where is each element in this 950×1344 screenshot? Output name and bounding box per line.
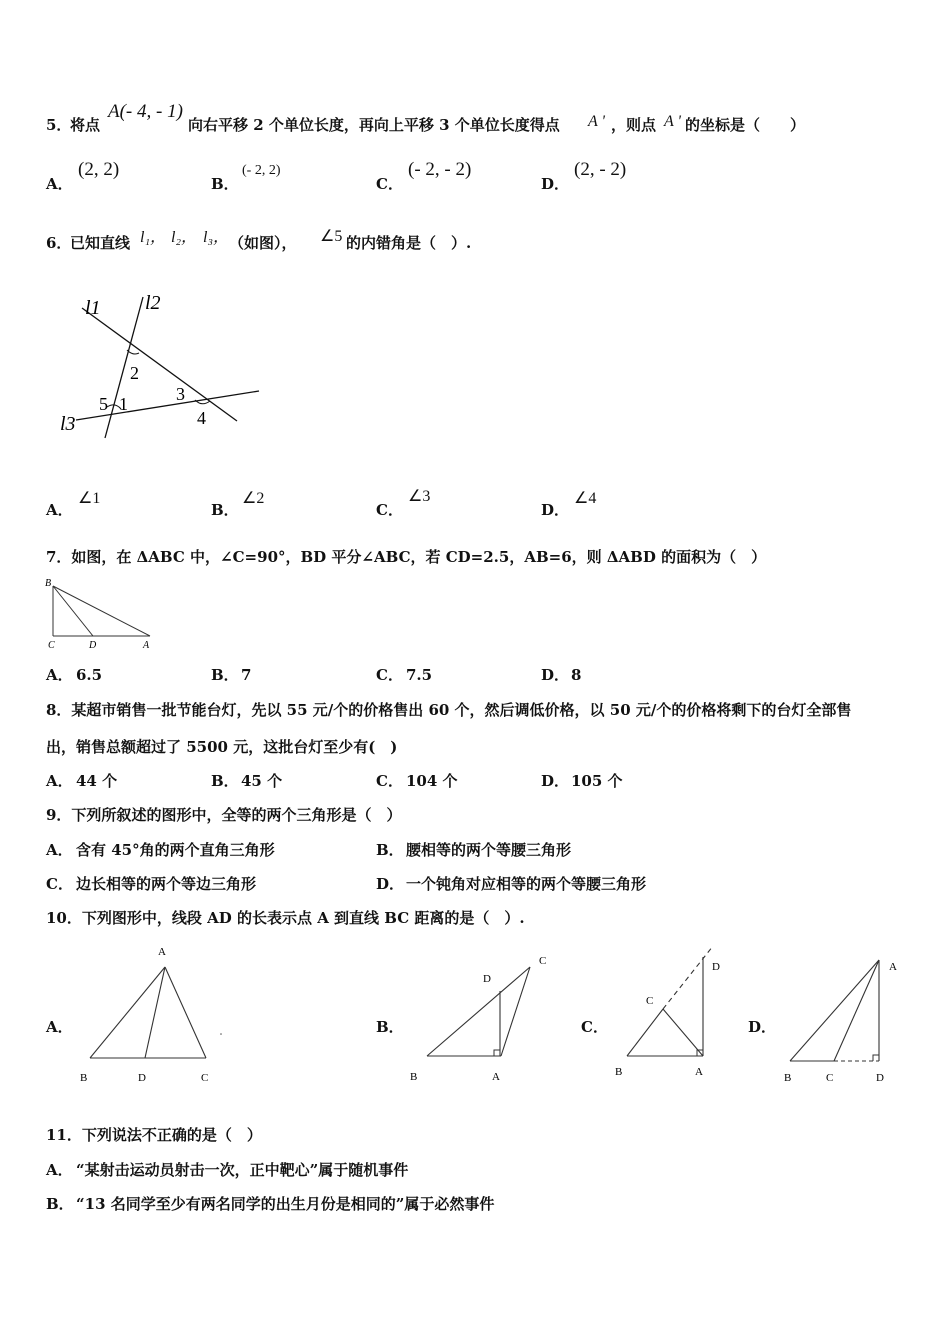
- q7-option-a-label: A．: [46, 666, 73, 684]
- q11-option-a-label: A．: [46, 1161, 73, 1179]
- q7-figure: [40, 575, 160, 651]
- q10c-label-d: D: [712, 961, 720, 973]
- label-l1: l1: [85, 297, 101, 319]
- q5-point-a: A(- 4, - 1): [108, 101, 183, 122]
- q10a-label-d: D: [138, 1072, 146, 1084]
- q7-option-d-label: D．: [541, 666, 570, 684]
- q9-option-a-value: 含有 45°角的两个直角三角形: [76, 841, 275, 859]
- q6-line-l3: l₃，: [203, 229, 230, 246]
- q10-option-c-label: C．: [581, 1018, 608, 1036]
- q7-option-b-label: B．: [211, 666, 239, 684]
- q6-option-b-value: ∠2: [242, 490, 265, 507]
- q9-option-a-label: A．: [46, 841, 73, 859]
- label-2: 2: [130, 363, 139, 383]
- q7-option-b-value: 7: [241, 666, 252, 684]
- q8-line-1: 8．某超市销售一批节能台灯，先以 55 元/个的价格售出 60 个，然后调低价格，以 50 元/个的价格将剩下的台灯全部售: [46, 701, 852, 719]
- q10-option-b-label: B．: [376, 1018, 404, 1036]
- q5-option-d-value: (2, - 2): [574, 159, 627, 180]
- q7-text: 7．如图，在 ΔABC 中，∠C=90°，BD 平分∠ABC，若 CD=2.5，AB=6，则 ΔABD 的面积为（ ）: [46, 548, 767, 566]
- q8-option-a-value: 44 个: [76, 772, 118, 790]
- q8-option-b-value: 45 个: [241, 772, 283, 790]
- q7-label-a: A: [143, 640, 150, 651]
- q10d-label-c: C: [826, 1072, 834, 1084]
- q5-text-4: 的坐标是（ ）: [685, 116, 806, 134]
- q6-text-1: 已知直线: [70, 234, 131, 252]
- q10d-label-b: B: [784, 1072, 792, 1084]
- q5-text-1: 将点: [70, 116, 101, 134]
- label-l3: l3: [60, 413, 76, 435]
- q8-option-c-label: C．: [376, 772, 403, 790]
- q6-figure: [55, 288, 265, 443]
- q10d-label-a: A: [889, 961, 897, 973]
- q6-option-a-value: ∠1: [78, 490, 101, 507]
- q10-figure-a: [75, 940, 235, 1088]
- q10-option-a-label: A．: [46, 1018, 73, 1036]
- q10c-label-a: A: [695, 1066, 703, 1078]
- q10d-label-d: D: [876, 1072, 884, 1084]
- q8-option-b-label: B．: [211, 772, 239, 790]
- q8-option-a-label: A．: [46, 772, 73, 790]
- q8-option-d-label: D．: [541, 772, 570, 790]
- q9-option-c-label: C．: [46, 875, 73, 893]
- q6-angle-5: ∠5: [320, 228, 343, 245]
- q5-option-b-value: (- 2, 2): [242, 163, 281, 178]
- q7-option-d-value: 8: [571, 666, 582, 684]
- q5-a-prime-1: A ': [588, 113, 605, 130]
- q5-option-b-label: B．: [211, 175, 239, 193]
- q5-a-prime-2: A ': [664, 113, 681, 130]
- q10-figure-c: [610, 940, 740, 1088]
- q7-label-d: D: [89, 640, 97, 651]
- q11-text: 11．下列说法不正确的是（ ）: [46, 1126, 262, 1144]
- q9-option-c-value: 边长相等的两个等边三角形: [76, 875, 257, 893]
- q6-line-l1: l₁，: [140, 229, 167, 246]
- q9-option-d-label: D．: [376, 875, 405, 893]
- label-5: 5: [99, 394, 108, 414]
- q7-label-b: B: [45, 578, 52, 589]
- q7-option-c-label: C．: [376, 666, 403, 684]
- q5-text-3: ，则点: [611, 116, 657, 134]
- q6-option-b-label: B．: [211, 501, 239, 519]
- q7-option-c-value: 7.5: [406, 666, 433, 684]
- q8-line-2: 出，销售总额超过了 5500 元，这批台灯至少有( ): [46, 738, 398, 756]
- q10a-label-b: B: [80, 1072, 88, 1084]
- q11-option-a-value: “某射击运动员射击一次，正中靶心”属于随机事件: [76, 1161, 409, 1179]
- q5-text-2: 向右平移 2 个单位长度，再向上平移 3 个单位长度得点: [188, 116, 560, 134]
- q5-option-a-label: A．: [46, 175, 73, 193]
- q10b-label-a: A: [492, 1071, 500, 1083]
- label-3: 3: [176, 384, 185, 404]
- q5-number: 5．: [46, 116, 72, 134]
- q10c-label-c: C: [646, 995, 654, 1007]
- q5-option-c-value: (- 2, - 2): [408, 159, 472, 180]
- q10a-label-c: C: [201, 1072, 209, 1084]
- q11-option-b-value: “13 名同学至少有两名同学的出生月份是相同的”属于必然事件: [76, 1195, 495, 1213]
- label-l2: l2: [145, 292, 161, 314]
- q9-option-b-label: B．: [376, 841, 404, 859]
- q9-option-b-value: 腰相等的两个等腰三角形: [406, 841, 572, 859]
- q6-line-l2: l₂，: [171, 229, 198, 246]
- q10b-label-c: C: [539, 955, 547, 967]
- q5-option-c-label: C．: [376, 175, 403, 193]
- q7-label-c: C: [48, 640, 55, 651]
- label-1: 1: [119, 394, 128, 414]
- q10b-label-d: D: [483, 973, 491, 985]
- q7-option-a-value: 6.5: [76, 666, 103, 684]
- q10a-label-a: A: [158, 946, 166, 958]
- q10c-label-b: B: [615, 1066, 623, 1078]
- q9-option-d-value: 一个钝角对应相等的两个等腰三角形: [406, 875, 647, 893]
- q9-text: 9．下列所叙述的图形中，全等的两个三角形是（ ）: [46, 806, 402, 824]
- q10-option-d-label: D．: [748, 1018, 777, 1036]
- label-4: 4: [197, 408, 206, 428]
- q6-text-3: 的内错角是（ ）.: [346, 234, 472, 252]
- q6-option-c-label: C．: [376, 501, 403, 519]
- q8-option-c-value: 104 个: [406, 772, 458, 790]
- q6-option-d-label: D．: [541, 501, 570, 519]
- q10-figure-d: [775, 940, 915, 1088]
- q6-text-2: （如图），: [229, 234, 297, 252]
- q11-option-b-label: B．: [46, 1195, 74, 1213]
- q5-option-a-value: (2, 2): [78, 159, 120, 180]
- q10-text: 10．下列图形中，线段 AD 的长表示点 A 到直线 BC 距离的是（ ）.: [46, 909, 525, 927]
- q10b-label-b: B: [410, 1071, 418, 1083]
- q6-number: 6．: [46, 234, 72, 252]
- q6-option-c-value: ∠3: [408, 488, 431, 505]
- q8-option-d-value: 105 个: [571, 772, 623, 790]
- q10-figure-b: [400, 940, 560, 1088]
- q5-option-d-label: D．: [541, 175, 570, 193]
- q6-option-a-label: A．: [46, 501, 73, 519]
- q6-option-d-value: ∠4: [574, 490, 597, 507]
